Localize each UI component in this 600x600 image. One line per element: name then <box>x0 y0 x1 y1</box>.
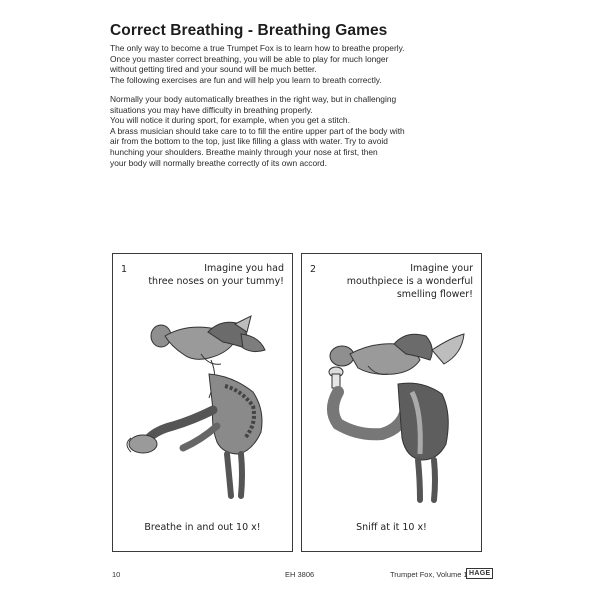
fox-sniffing-mouthpiece-illustration <box>302 314 481 514</box>
text-line: without getting tired and your sound will be much better. <box>110 64 317 75</box>
panel-number: 2 <box>310 264 317 275</box>
intro-paragraph <box>110 43 490 85</box>
text-line: your body will normally breathe correctly of its own accord. <box>110 157 327 168</box>
text-line: situations you may have difficulty in breathing properly. <box>110 104 313 115</box>
text-line: hunching your shoulders. Breathe mainly through your nose at first, then <box>110 146 378 157</box>
panel-caption <box>347 262 473 301</box>
publisher-logo: HAGE <box>466 568 493 579</box>
panel-caption <box>148 262 284 288</box>
body-paragraph <box>110 94 490 168</box>
fox-breathing-illustration <box>113 314 292 514</box>
page-number: 10 <box>112 570 121 579</box>
edition-code: EH 3806 <box>285 570 315 579</box>
comic-panel-2 <box>301 253 482 552</box>
text-line: You will notice it during sport, for example, when you get a stitch. <box>110 115 350 126</box>
caption-line: three noses on your tummy! <box>148 276 284 287</box>
text-line: Normally your body automatically breathes in the right way, but in challenging <box>110 94 397 104</box>
caption-line: Imagine your <box>410 263 473 274</box>
text-line: The only way to become a true Trumpet Fox is to learn how to breathe properly. <box>110 43 405 53</box>
panel-instruction: Sniff at it 10 x! <box>356 522 427 533</box>
text-line: Once you master correct breathing, you will be able to play for much longer <box>110 53 389 64</box>
book-title: Trumpet Fox, Volume 1 <box>390 570 468 579</box>
text-line: A brass musician should take care to to fill the entire upper part of the body with <box>110 125 405 136</box>
panel-number: 1 <box>121 264 128 275</box>
comic-panel-1 <box>112 253 293 552</box>
page-title: Correct Breathing - Breathing Games <box>110 22 388 39</box>
caption-line: smelling flower! <box>396 289 473 300</box>
caption-line: mouthpiece is a wonderful <box>346 276 473 287</box>
panel-instruction: Breathe in and out 10 x! <box>144 522 261 533</box>
text-line: The following exercises are fun and will help you learn to breath correctly. <box>110 74 382 85</box>
text-line: air from the bottom to the top, just like filling a glass with water. Try to avoid <box>110 136 388 147</box>
caption-line: Imagine you had <box>204 263 284 274</box>
